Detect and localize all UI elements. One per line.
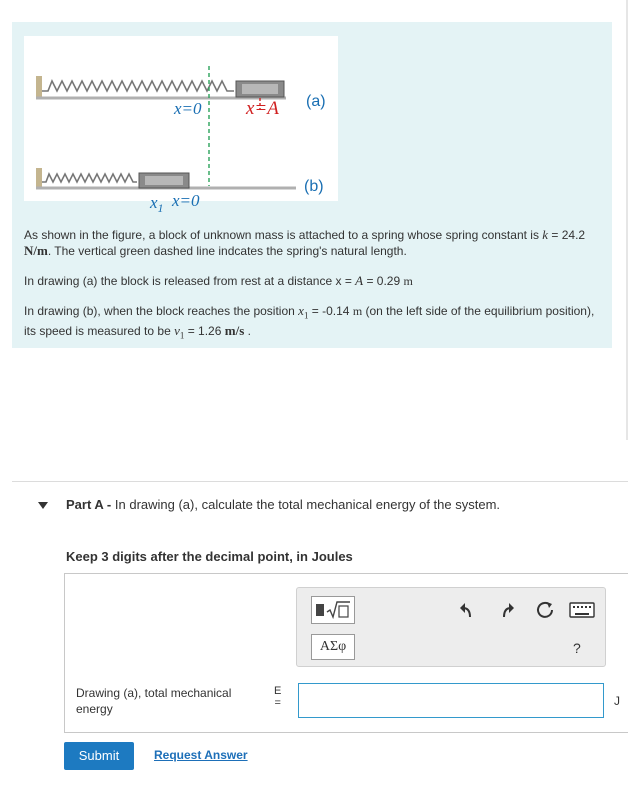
problem-text: . The vertical green dashed line indcates the spring's natural length.	[47, 244, 407, 258]
k-value: = 24.2	[551, 228, 586, 242]
wall-a	[36, 76, 42, 98]
x-zero-a-label: x=0	[174, 99, 202, 118]
v1-symbol: v	[174, 323, 180, 339]
part-a-header[interactable]	[66, 497, 500, 512]
keyboard-icon[interactable]	[569, 602, 595, 618]
x1-value: = -0.14	[308, 304, 353, 318]
templates-icon	[312, 597, 354, 623]
problem-paragraph-2	[24, 273, 604, 289]
spring-diagram	[24, 36, 338, 215]
spring-a	[42, 81, 234, 91]
A-value: = 0.29	[363, 274, 404, 288]
problem-paragraph-3	[24, 303, 604, 344]
problem-text: As shown in the figure, a block of unknown mass is attached to a spring whose spring constant is	[24, 228, 543, 242]
part-a-title: Part A -	[66, 497, 115, 512]
spring-b	[42, 174, 137, 182]
x1-subscript: 1	[303, 310, 309, 321]
x1-label: $x_1$	[150, 193, 164, 215]
greek-symbols-button[interactable]: ΑΣφ	[311, 634, 355, 660]
x1-unit: m	[352, 304, 363, 318]
v1-subscript: 1	[179, 330, 185, 341]
math-toolbar	[296, 587, 606, 667]
drawing-a-label: (a)	[306, 93, 326, 110]
redo-icon[interactable]	[499, 601, 515, 619]
collapse-caret-icon[interactable]	[38, 502, 48, 509]
problem-text: (on the left side of the equilibrium position), its speed is measured to be	[24, 304, 595, 339]
k-unit: N/m	[24, 243, 48, 258]
v1-unit: m/s	[224, 323, 245, 339]
problem-text: In drawing (b), when the block reaches the position	[24, 304, 299, 318]
problem-text: .	[244, 324, 251, 339]
problem-statement-box	[12, 22, 612, 348]
help-button[interactable]: ?	[573, 640, 581, 656]
x-zero-b-label: x=0	[172, 191, 200, 210]
templates-button[interactable]	[311, 596, 355, 624]
k-symbol: k	[542, 227, 549, 242]
request-answer-link[interactable]: Request Answer	[154, 748, 248, 762]
problem-text: In drawing (a) the block is released from rest at a distance x =	[24, 274, 356, 288]
submit-button[interactable]: Submit	[64, 742, 134, 770]
problem-paragraph-1	[24, 227, 604, 259]
answer-instruction: Keep 3 digits after the decimal point, in Joules	[66, 549, 353, 564]
reset-icon[interactable]	[535, 600, 555, 620]
spring-figure	[24, 36, 338, 215]
part-a-question: In drawing (a), calculate the total mechanical energy of the system.	[114, 497, 501, 512]
block-b-face	[145, 176, 183, 185]
v1-value: = 1.26	[184, 324, 225, 339]
x-A-label: x=A	[246, 98, 279, 119]
answer-unit: J	[614, 694, 620, 708]
A-symbol: A	[355, 273, 364, 288]
undo-icon[interactable]	[459, 601, 475, 619]
wall-b	[36, 168, 42, 188]
A-unit: m	[403, 274, 413, 288]
energy-answer-input[interactable]	[298, 683, 604, 718]
equals-sign: =	[274, 697, 281, 709]
drawing-b-label: (b)	[304, 178, 324, 195]
block-a-face	[242, 84, 278, 94]
x1-symbol: x	[298, 303, 304, 318]
answer-label: Drawing (a), total mechanical energy	[76, 686, 232, 716]
energy-variable: E	[274, 685, 282, 697]
equation-symbol	[274, 685, 281, 709]
part-divider	[12, 481, 628, 482]
